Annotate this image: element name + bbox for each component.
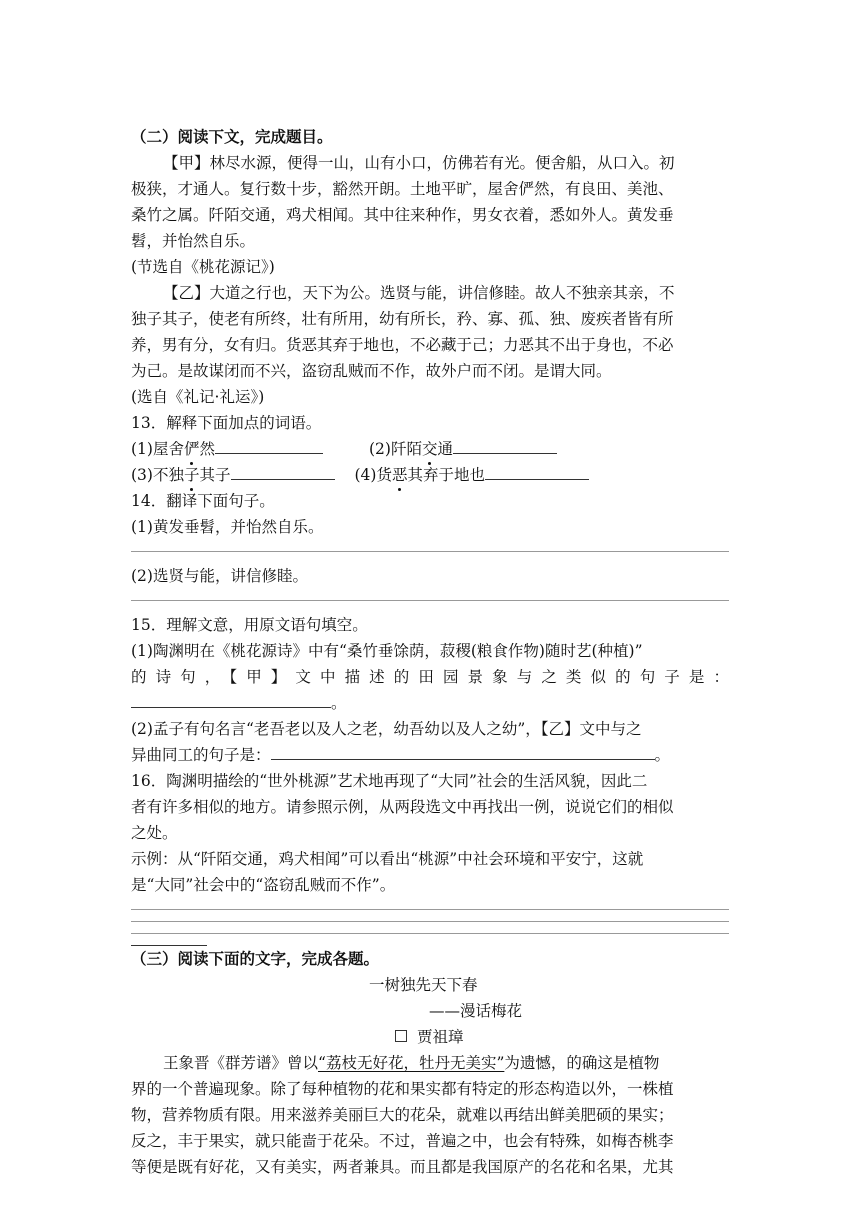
q14-item-2-answer-line[interactable] — [131, 600, 729, 601]
question-16-line: 者有许多相似的地方。请参照示例，从两段选文中再找出一例，说说它们的相似 — [131, 798, 674, 816]
q13-item-2-text: (2)阡陌交通 — [369, 440, 453, 458]
emphasis-dot-char: 恶 — [392, 462, 408, 488]
q16-example-line: 是“大同”社会中的“盗窃乱贼而不作”。 — [131, 876, 396, 894]
emphasis-dot-char: 俨 — [184, 436, 200, 462]
article-paragraph-line: 界的一个普遍现象。除了每种植物的花和果实都有特定的形态构造以外，一株植 — [131, 1080, 674, 1098]
q15-item-2-line-2: 异曲同工的句子是： 。 — [131, 746, 671, 764]
article-paragraph-line: 王象晋《群芳谱》曾以“荔枝无好花，牡丹无美实”为遗憾，的确这是植物 — [163, 1054, 660, 1072]
passage-jia-line: 【甲】林尽水源，便得一山，山有小口，仿佛若有光。便舍船，从口入。初 — [163, 154, 675, 172]
q15-item-1-answer-row — [131, 690, 729, 716]
emphasis-dot-char: 交 — [422, 436, 438, 462]
question-13-row-1 — [131, 436, 729, 462]
passage-yi-line: 【乙】大道之行也，天下为公。选贤与能，讲信修睦。故人不独亲其亲，不 — [163, 284, 675, 302]
q13-item-3-answer-blank[interactable] — [231, 464, 335, 480]
question-13-row-2 — [131, 462, 729, 488]
q13-item-1-answer-blank[interactable] — [215, 438, 323, 454]
q13-item-4-answer-blank[interactable] — [485, 464, 589, 480]
q16-answer-line[interactable] — [131, 921, 729, 922]
q16-answer-line[interactable] — [131, 909, 729, 910]
q16-answer-line[interactable] — [131, 933, 729, 934]
section-3-heading: （三）阅读下面的文字，完成各题。 — [131, 949, 380, 968]
article-title: 一树独先天下春 — [369, 976, 478, 994]
q14-item-1-answer-line[interactable] — [131, 551, 729, 552]
question-14-title: 14．翻译下面句子。 — [131, 492, 275, 510]
q13-item-2-answer-blank[interactable] — [453, 438, 557, 454]
question-15-title: 15．理解文意，用原文语句填空。 — [131, 616, 368, 634]
article-subtitle: ——漫话梅花 — [429, 1002, 523, 1020]
q15-item-1-line-2: 的诗句，【甲】文中描述的田园景象与之类似的句子是： — [131, 668, 729, 686]
passage-yi-line: 为己。是故谋闭而不兴，盗窃乱贼而不作，故外户而不闭。是谓大同。 — [131, 362, 612, 380]
q16-example-line: 示例：从“阡陌交通，鸡犬相闻”可以看出“桃源”中社会环境和平安宁，这就 — [131, 850, 644, 868]
emphasis-dot-char: 子 — [184, 462, 200, 488]
question-16-line: 之处。 — [131, 824, 178, 842]
q15-item-2-answer-blank[interactable] — [271, 744, 655, 760]
square-icon — [395, 1030, 407, 1042]
q13-item-1-text: (1)屋舍俨然 — [131, 440, 215, 458]
article-author: 贾祖璋 — [131, 1024, 729, 1050]
passage-jia-line: 桑竹之属。阡陌交通，鸡犬相闻。其中往来种作，男女衣着，悉如外人。黄发垂 — [131, 206, 674, 224]
passage-jia-source: (节选自《桃花源记》) — [131, 258, 275, 276]
q15-item-1-end: 。 — [331, 694, 347, 712]
article-paragraph-line: 等便是既有好花，又有美实，两者兼具。而且都是我国原产的名花和名果，尤其 — [131, 1158, 674, 1176]
question-16-line: 16．陶渊明描绘的“世外桃源”艺术地再现了“大同”社会的生活风貌，因此二 — [131, 772, 648, 790]
section-2-heading: （二）阅读下文，完成题目。 — [131, 127, 333, 146]
passage-jia-line: 髫，并怡然自乐。 — [131, 232, 256, 250]
q13-item-4-text: (4)货恶其弃于地也 — [355, 466, 486, 484]
q15-item-2-line-1: (2)孟子有句名言“老吾老以及人之老，幼吾幼以及人之幼”，【乙】文中与之 — [131, 720, 642, 738]
passage-yi-source: (选自《礼记·礼运》) — [131, 388, 265, 406]
q13-item-3-text: (3)不独子其子 — [131, 466, 231, 484]
q15-item-1-answer-blank[interactable] — [131, 692, 331, 708]
passage-yi-line: 养，男有分，女有归。货恶其弃于地也，不必藏于己；力恶其不出于身也，不必 — [131, 336, 674, 354]
question-13-title: 13．解释下面加点的词语。 — [131, 414, 322, 432]
q14-item-2: (2)选贤与能，讲信修睦。 — [131, 567, 308, 585]
q15-item-1-line-1: (1)陶渊明在《桃花源诗》中有“桑竹垂馀荫，菽稷(粮食作物)随时艺(种植)” — [131, 642, 643, 660]
passage-yi-line: 独子其子，使老有所终，壮有所用，幼有所长，矜、寡、孤、独、废疾者皆有所 — [131, 310, 674, 328]
passage-jia-line: 极狭，才通人。复行数十步，豁然开朗。土地平旷，屋舍俨然，有良田、美池、 — [131, 180, 674, 198]
article-paragraph-line: 反之，丰于果实，就只能啬于花朵。不过，普遍之中，也会有特殊，如梅杏桃李 — [131, 1132, 674, 1150]
article-paragraph-line: 物，营养物质有限。用来滋养美丽巨大的花朵，就难以再结出鲜美肥硕的果实； — [131, 1106, 674, 1124]
q14-item-1: (1)黄发垂髫，并怡然自乐。 — [131, 518, 324, 536]
document-content — [131, 124, 729, 1180]
underlined-quote: “荔枝无好花，牡丹无美实” — [318, 1054, 505, 1072]
